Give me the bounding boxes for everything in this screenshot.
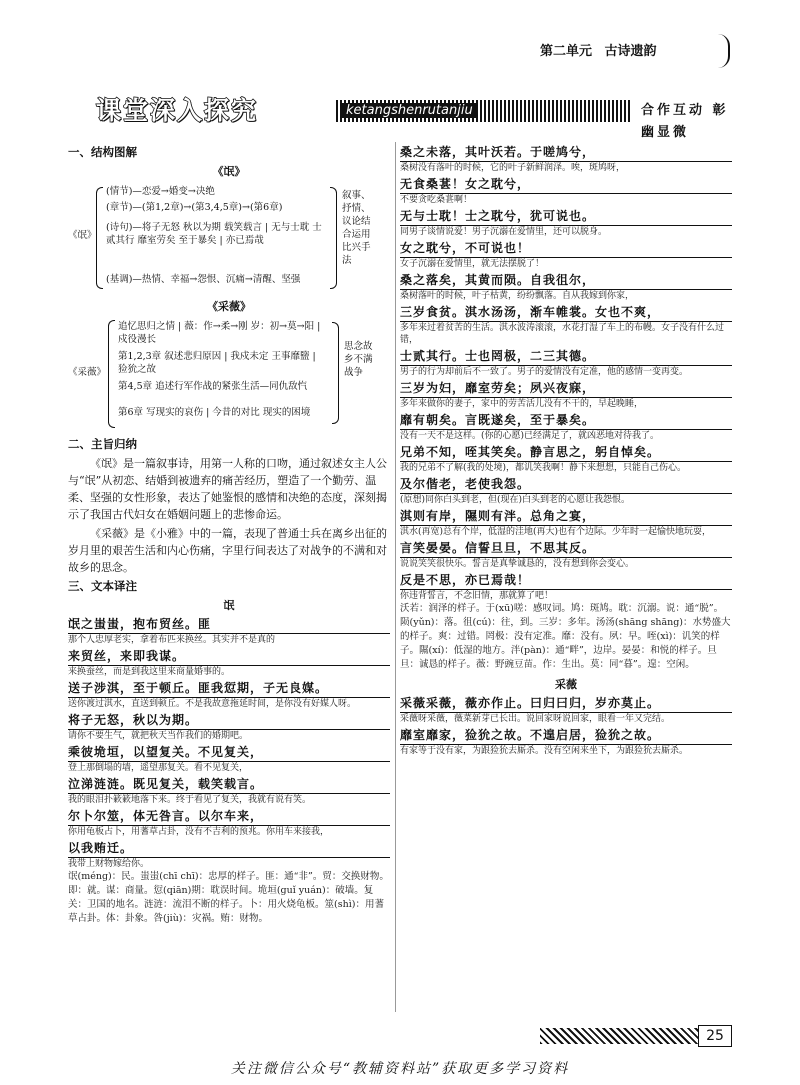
verse-line: 靡有朝矣。言既遂矣，至于暴矣。 (400, 412, 732, 430)
banner-slogan: 合作互动 彰幽显微 (641, 103, 729, 140)
verse-line: 以我贿迁。 (68, 840, 390, 858)
annotation-notes-left: 氓(méng)：民。蚩蚩(chī chī)：忠厚的样子。匪：通“非”。贸：交换财物。即：就。谋：商量。愆(qiān)期：耽误时间。垝垣(guǐ yuán)：破墙。复关：卫国的地名。涟涟：流泪不断的样子。卜：用火烧龟板。筮(shì)：用蓍草占卦。体：卦象。咎(jiù)：灾祸。贿：财物。 (68, 871, 389, 924)
diagram1-title: 《氓》 (212, 165, 246, 178)
section-structure-heading: 一、结构图解 (68, 145, 137, 159)
diagram1-brace (96, 187, 103, 289)
right-column (400, 142, 732, 757)
verse-translation: 多年来过着贫苦的生活。淇水波涛滚滚，水花打湿了车上的布幔。女子没有什么过错， (400, 323, 725, 345)
unit-label: 第二单元 (540, 44, 593, 59)
verse-line: 乘彼垝垣，以望复关。不见复关， (68, 744, 390, 762)
verse-translation: 来换蚕丝，而是到我这里来商量婚事的。 (68, 667, 231, 677)
verse-translation: 送你渡过淇水，直送到顿丘。不是我故意拖延时间，是你没有好媒人呀。 (68, 699, 357, 709)
verse-translation: (原想)同你白头到老，但(现在)白头到老的心愿让我怨恨。 (400, 495, 631, 505)
footer-note: 关注微信公众号“教辅资料站”获取更多学习资料 (230, 1061, 570, 1077)
verse-translation: 男子的行为却前后不一致了。男子的爱情没有定准，他的感情一变再变。 (400, 367, 689, 377)
verse-line: 女之耽兮，不可说也！ (400, 240, 732, 258)
verse-line: 桑之落矣，其黄而陨。自我徂尔， (400, 272, 732, 290)
page-number: 25 (698, 1025, 732, 1047)
verse-line: 三岁为妇，靡室劳矣；夙兴夜寐， (400, 380, 732, 398)
verse-translation: 我的兄弟不了解(我的处境)，都讥笑我啊！静下来想想，只能自己伤心。 (400, 463, 687, 473)
diagram1-row-tone: (基调)—热情、幸福→怨恨、沉痛→清醒、坚强 (106, 274, 301, 285)
diagram2-row-sorrow: 第6章 写现实的哀伤 | 今昔的对比 现实的困境 (118, 407, 311, 418)
theme-paragraph-mang: 《氓》是一篇叙事诗，用第一人称的口吻，通过叙述女主人公与“氓”从初恋、结婚到被遗弃的痛苦经历，塑造了一个勤劳、温柔、坚强的女性形象，表达了她鉴恨的感情和决绝的态度，深刻揭示了我国古代妇女在婚姻问题上的悲惨命运。 (68, 457, 387, 521)
verse-line: 采薇采薇，薇亦作止。曰归曰归，岁亦莫止。 (400, 695, 732, 713)
section-annotation-heading: 三、文本译注 (68, 579, 137, 593)
verse-line: 来贸丝，来即我谋。 (68, 648, 390, 666)
verse-line: 及尔偕老，老使我怨。 (400, 476, 732, 494)
verse-translation: 桑树落叶的时候，叶子枯黄，纷纷飘落。自从我嫁到你家， (400, 291, 635, 301)
verse-translation: 淇水(再宽)总有个岸，低湿的洼地(再大)也有个边际。少年时一起愉快地玩耍， (400, 527, 712, 537)
verse-translation: 登上那倒塌的墙，遥望那复关。看不见复关， (68, 763, 249, 773)
header-bracket (718, 34, 730, 68)
theme-label: 古诗遗韵 (604, 44, 657, 59)
diagram2-root: 《采薇》 (68, 367, 107, 378)
verse-translation: 那个人忠厚老实，拿着布匹来换丝。其实并不是真的 (68, 635, 276, 645)
diagram1-summary: 叙事、抒情、议论结合运用比兴手法 (342, 190, 371, 266)
verse-translation: 同男子谈情说爱！男子沉溺在爱情里，还可以脱身。 (400, 227, 608, 237)
verse-translation: 采薇呀采薇，薇菜新芽已长出。说回家呀说回家，眼看一年又完结。 (400, 714, 671, 724)
diagram2-row-march: 第4,5章 追述行军作战的紧张生活—同仇敌忾 (118, 381, 308, 392)
verse-translation: 我的眼泪扑簌簌地落下来。终于看见了复关，我就有说有笑。 (68, 795, 312, 805)
verse-translation: 没有一天不是这样。(你的心愿)已经满足了，就凶恶地对待我了。 (400, 431, 660, 441)
verse-translation: 桑树没有落叶的时候，它的叶子新鲜润泽。唉，斑鸠呀， (400, 163, 626, 173)
section-banner (96, 94, 736, 140)
verse-line: 士贰其行。士也罔极，二三其德。 (400, 348, 732, 366)
column-divider (395, 142, 396, 1012)
diagram2-row-longing: 追忆思归之情 | 薇：作→柔→刚 岁：初→莫→阳 | 戍役漫长 (118, 321, 321, 345)
verse-line: 三岁食贫。淇水汤汤，渐车帷裳。女也不爽， (400, 304, 732, 322)
verse-translation: 你违背誓言，不念旧情，那就算了吧！ (400, 591, 554, 601)
diagram-mang (68, 181, 390, 297)
verse-line: 桑之未落，其叶沃若。于嗟鸠兮， (400, 144, 732, 162)
verse-translation: 不要贪吃桑葚啊！ (400, 195, 473, 205)
verse-translation: 说说笑笑很快乐。誓言是真挚诚恳的，没有想到你会变心。 (400, 559, 635, 569)
poem-mang-continued (400, 144, 732, 602)
verse-translation: 请你不要生气，就把秋天当作我们的婚期吧。 (68, 731, 249, 741)
diagram1-row-plot: (情节)—恋爱→婚变→决绝 (106, 186, 215, 197)
diagram2-summary: 思念故乡不满战争 (344, 341, 373, 378)
page-header (540, 40, 730, 66)
verse-line: 无与士耽！士之耽兮，犹可说也。 (400, 208, 732, 226)
theme-paragraph-caiwei: 《采薇》是《小雅》中的一篇，表现了普通士兵在离乡出征的岁月里的艰苦生活和内心伤痛，字里行间表达了对战争的不满和对故乡的思念。 (68, 527, 387, 574)
verse-line: 泣涕涟涟。既见复关，载笑载言。 (68, 776, 390, 794)
banner-pinyin (336, 100, 632, 122)
diagram2-brace (108, 320, 115, 428)
verse-line: 氓之蚩蚩，抱布贸丝。匪 (68, 616, 390, 634)
verse-translation: 你用龟板占卜，用蓍草占卦，没有不吉利的预兆。你用车来接我， (68, 827, 330, 837)
banner-title: 课堂深入探究 (96, 96, 259, 125)
verse-line: 尔卜尔筮，体无咎言。以尔车来， (68, 808, 390, 826)
verse-line: 兄弟不知，咥其笑矣。静言思之，躬自悼矣。 (400, 444, 732, 462)
poem-mang-lines (68, 616, 390, 870)
left-column (68, 142, 390, 926)
diagram2-row-reason: 第1,2,3章 叙述悲归原因 | 我戍未定 王事靡盬 | 猃狁之故 (118, 351, 316, 375)
verse-translation: 多年来做你的妻子，家中的劳苦活儿没有不干的，早起晚睡， (400, 399, 644, 409)
diagram1-row-chapters: (章节)—(第1,2章)→(第3,4,5章)→(第6章) (106, 202, 283, 213)
annotation-notes-right: 沃若：润泽的样子。于(xū)嗟：感叹词。鸠：斑鸠。耽：沉溺。说：通“脱”。陨(yǔn)：落。徂(cú)：往，到。三岁：多年。汤汤(shāng shāng)：水势盛大的样子。爽：过错。罔极：没有定准。靡：没有。夙：早。咥(xì)：讥笑的样子。隰(xí)：低湿的地方。泮(pàn)：通“畔”，边岸。晏晏：和悦的样子。旦旦：诚恳的样子。薇：野豌豆苗。作：生出。莫：同“暮”。遑：空闲。 (400, 603, 731, 670)
banner-pinyin-text: ketangshenrutanjiu (342, 103, 477, 118)
verse-line: 送子涉淇，至于顿丘。匪我愆期，子无良媒。 (68, 680, 390, 698)
section-theme-heading: 二、主旨归纳 (68, 437, 137, 451)
verse-line: 反是不思，亦已焉哉！ (400, 572, 732, 590)
diagram1-root: 《氓》 (68, 230, 97, 241)
diagram-caiwei (68, 316, 390, 434)
verse-line: 言笑晏晏。信誓旦旦，不思其反。 (400, 540, 732, 558)
poem-title-mang: 氓 (223, 599, 235, 612)
verse-line: 无食桑葚！女之耽兮， (400, 176, 732, 194)
diagram2-right-brace (332, 322, 339, 424)
diagram2-title: 《采薇》 (207, 300, 251, 313)
verse-translation: 我带上财物嫁给你。 (68, 859, 150, 869)
poem-title-caiwei: 采薇 (555, 678, 577, 691)
verse-line: 将子无怒，秋以为期。 (68, 712, 390, 730)
verse-translation: 有家等于没有家，为跟猃狁去厮杀。没有空闲来坐下，为跟猃狁去厮杀。 (400, 746, 689, 756)
diagram1-right-brace (330, 187, 337, 289)
poem-caiwei-lines (400, 695, 732, 757)
verse-line: 淇则有岸，隰则有泮。总角之宴， (400, 508, 732, 526)
diagram1-row-lines: (诗句)—将子无怒 秋以为期 载笑载言 | 无与士耽 士贰其行 靡室劳矣 至于暴矣 | 亦已焉哉 (106, 222, 322, 246)
verse-translation: 女子沉溺在爱情里，就无法摆脱了！ (400, 259, 545, 269)
verse-line: 靡室靡家，猃狁之故。不遑启居，猃狁之故。 (400, 727, 732, 745)
